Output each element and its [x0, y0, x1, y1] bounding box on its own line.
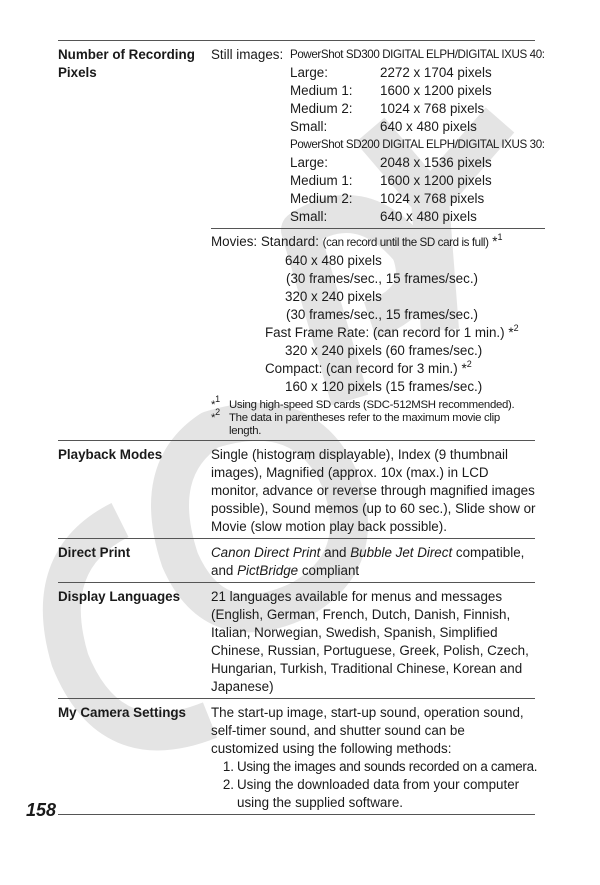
resolution-line: Large: 2272 x 1704 pixels [290, 65, 492, 80]
row-display-languages [58, 583, 535, 699]
row-content: Canon Direct Print and Bubble Jet Direct compatible, and PictBridge compliant [211, 545, 525, 578]
row-label: My Camera Settings [58, 705, 186, 720]
row-label: Number of Recording Pixels [58, 47, 195, 80]
row-content [211, 41, 545, 440]
resolution-line: Small: 640 x 480 pixels [290, 119, 477, 134]
spec-table [58, 41, 545, 815]
list-item: 1. Using the images and sounds recorded on a camera. [222, 759, 538, 774]
row-content: Single (histogram displayable), Index (9 thumbnail images), Magnified (approx. 10x (max.) in LCD monitor, advance or reverse through magnified images possible), Sound memos (up to 60 sec.), Slide show or Movie (slow motion play back possible). [211, 447, 536, 534]
row-content: 21 languages available for menus and messages (English, German, French, Dutch, Danish, Finnish, Italian, Norwegian, Swedish, Spanish, Simplified Chinese, Russian, Portuguese, Greek, Polish, Czech, Hungarian, Turkish, Traditional Chinese, Korean and Japanese) [211, 589, 529, 694]
movies-fast-frame-line: Fast Frame Rate: (can record for 1 min.) *$^2$ [265, 322, 519, 340]
resolution-line: Large: 2048 x 1536 pixels [290, 155, 492, 170]
movies-compact-line: Compact: (can record for 3 min.) *$^2$ [265, 358, 472, 376]
still-images-block [211, 46, 545, 229]
row-label: Display Languages [58, 589, 181, 604]
resolution-line: Medium 2: 1024 x 768 pixels [290, 191, 485, 206]
model-name: PowerShot SD200 DIGITAL ELPH/DIGITAL IXUS 30: [290, 138, 545, 151]
methods-list [211, 758, 537, 812]
resolution-line: Medium 2: 1024 x 768 pixels [290, 101, 485, 116]
model-name: PowerShot SD300 DIGITAL ELPH/DIGITAL IXUS 40: [290, 48, 545, 61]
resolution-line: Small: 640 x 480 pixels [290, 209, 477, 224]
row-direct-print [58, 539, 535, 583]
row-recording-pixels [58, 41, 545, 441]
movies-standard-line: Movies: Standard: (can record until the SD card is full) *$^1$ [211, 231, 503, 249]
list-item: 2. Using the downloaded data from your computer using the supplied software. [222, 777, 520, 810]
movies-block: Movies: Standard: (can record until the SD card is full) *$^1$ 640 x 480 pixels (30 frames/sec., 15 frames/sec.) 320 x 240 pixels (30 frames/sec., 15 frames/sec.) Fast Frame Rate: (can record for 1 min.) *$^2$ 320 x 240 pixels (60 frames/sec.) Compact: (can record for 3 min.) *$^2$ 160 x 120 pixels (15 frames/sec.) *$^1$ Using high-speed SD cards (SDC-512MSH recommended). *$^2$ The data in parentheses refer to the maximum movie clip length. [211, 229, 545, 440]
footnote-1: *$^1$ Using high-speed SD cards (SDC-512MSH recommended). [211, 394, 515, 411]
resolution-line: Medium 1: 1600 x 1200 pixels [290, 83, 492, 98]
row-content: The start-up image, start-up sound, operation sound, self-timer sound, and shutter sound can be customized using the following methods: 1. Using the images and sounds recorded on a camera. 2. Using the downloaded data from your computer using the supplied software. [211, 705, 538, 810]
row-playback-modes [58, 441, 535, 539]
row-label: Direct Print [58, 545, 131, 560]
page-number: 158 [26, 800, 57, 820]
row-my-camera-settings [58, 699, 538, 815]
still-images-prefix: Still images: [211, 47, 284, 62]
resolution-line: Medium 1: 1600 x 1200 pixels [290, 173, 492, 188]
row-label: Playback Modes [58, 447, 163, 462]
footnote-2: *$^2$ The data in parentheses refer to the maximum movie clip length. [211, 407, 500, 437]
